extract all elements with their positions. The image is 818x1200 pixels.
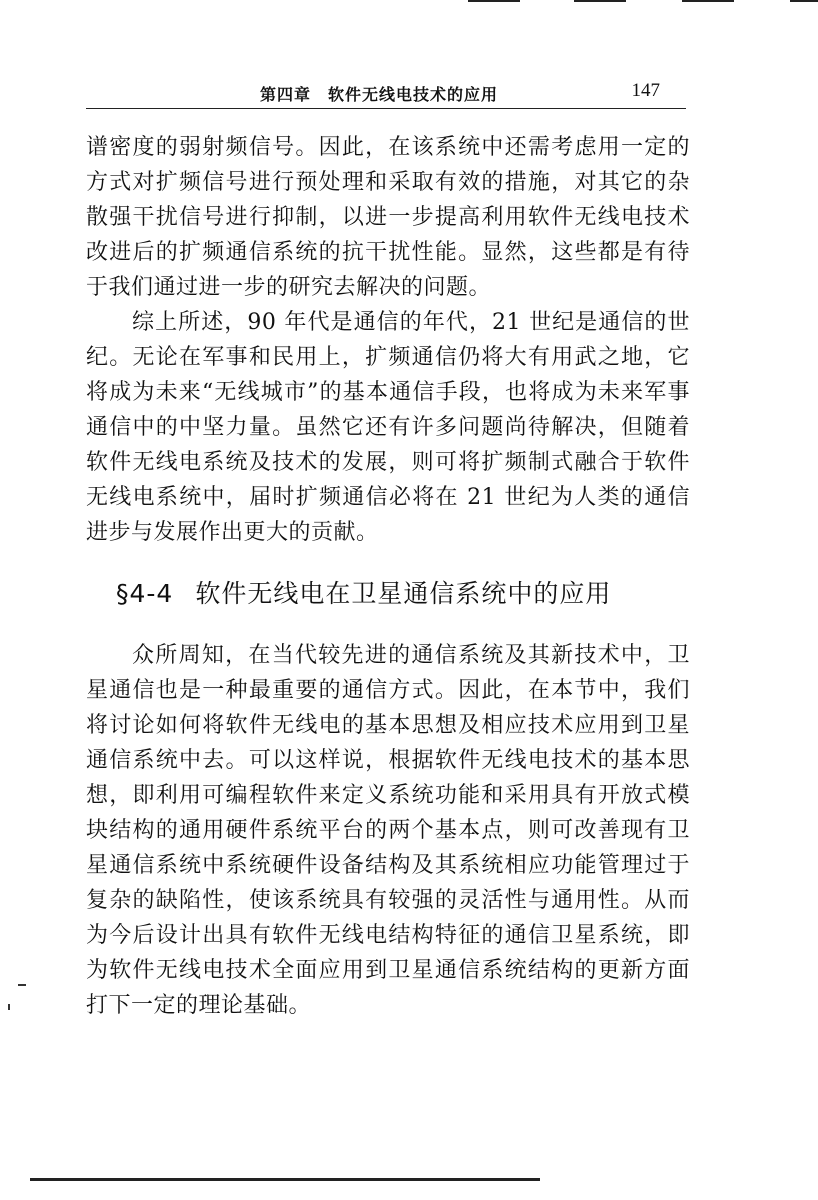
page-body xyxy=(86,130,690,1023)
scan-artifact-top-4 xyxy=(790,0,818,2)
page-number: 147 xyxy=(631,80,660,101)
paragraph-continued: 谱密度的弱射频信号。因此，在该系统中还需考虑用一定的方式对扩频信号进行预处理和采取有效的措施，对其它的杂散强干扰信号进行抑制，以进一步提高利用软件无线电技术改进后的扩频通信系统的抗干扰性能。显然，这些都是有待于我们通过进一步的研究去解决的问题。 xyxy=(86,135,690,300)
scan-mark-margin-1 xyxy=(18,984,26,986)
paragraph-summary: 综上所述，90 年代是通信的年代，21 世纪是通信的世纪。无论在军事和民用上，扩频通信仍将大有用武之地，它将成为未来“无线城市”的基本通信手段，也将成为未来军事通信中的中坚力量。虽然它还有许多问题尚待解决，但随着软件无线电系统及技术的发展，则可将扩频制式融合于软件无线电系统中，届时扩频通信必将在 21 世纪为人类的通信进步与发展作出更大的贡献。 xyxy=(86,310,690,545)
page-header xyxy=(86,78,686,109)
section-number: §4-4 xyxy=(116,579,174,608)
section-heading xyxy=(86,550,690,638)
scan-artifact-top-1 xyxy=(468,0,520,2)
scan-artifact-top-3 xyxy=(682,0,734,2)
running-head: 第四章 软件无线电技术的应用 xyxy=(260,85,499,104)
section-title: 软件无线电在卫星通信系统中的应用 xyxy=(195,579,612,608)
paragraph-section-intro: 众所周知，在当代较先进的通信系统及其新技术中，卫星通信也是一种最重要的通信方式。因此，在本节中，我们将讨论如何将软件无线电的基本思想及相应技术应用到卫星通信系统中去。可以这样说，根据软件无线电技术的基本思想，即利用可编程软件来定义系统功能和采用具有开放式模块结构的通用硬件系统平台的两个基本点，则可改善现有卫星通信系统中系统硬件设备结构及其系统相应功能管理过于复杂的缺陷性，使该系统具有较强的灵活性与通用性。从而为今后设计出具有软件无线电结构特征的通信卫星系统，即为软件无线电技术全面应用到卫星通信系统结构的更新方面打下一定的理论基础。 xyxy=(86,643,690,1018)
scan-artifact-top-2 xyxy=(574,0,626,2)
scan-artifact-bottom xyxy=(30,1178,540,1181)
scan-mark-margin-2 xyxy=(8,1004,10,1010)
